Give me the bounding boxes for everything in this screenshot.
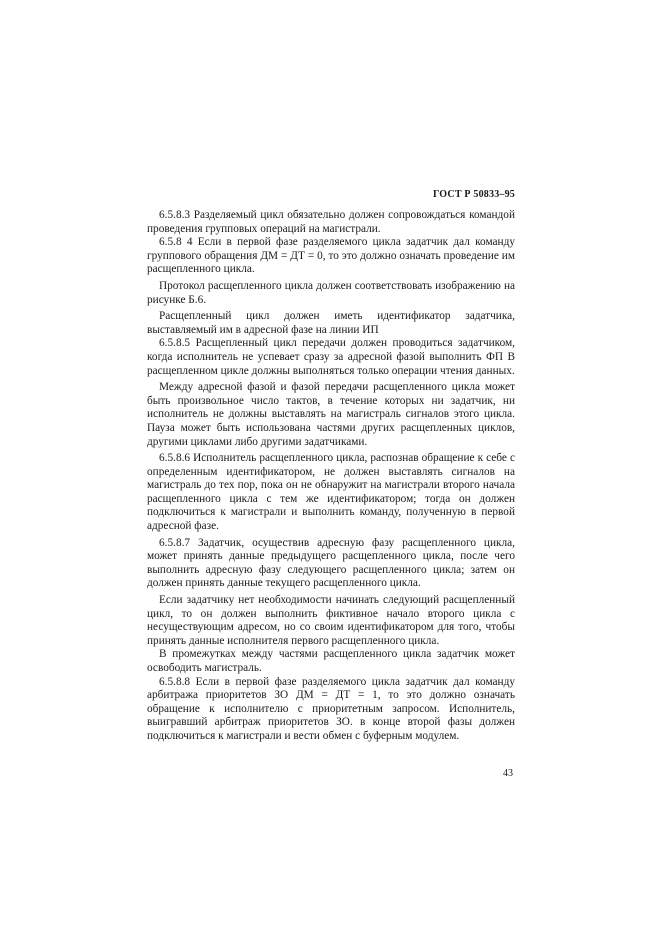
paragraph-protocol: Протокол расщепленного цикла должен соответствовать изображению на рисунке Б.6. (147, 279, 515, 306)
paragraph-pause: Между адресной фазой и фазой передачи расщепленного цикла может быть произвольное число тактов, в течение которых ни задатчик, ни исполнитель не должны выставлять на магистраль сигналов этого цикла. Пауза может быть использована частями других расщепленных циклов, другими циклами либо другими задатчиками. (147, 381, 515, 448)
paragraph-6-5-8-5: 6.5.8.5 Расщепленный цикл передачи должен проводиться задатчиком, когда исполнитель не успевает сразу за адресной фазой выполнить ФП В расщепленном цикле должны выполняться только операции чтения данных. (147, 337, 515, 377)
paragraph-6-5-8-4: 6.5.8 4 Если в первой фазе разделяемого цикла задатчик дал команду группового обращения ДМ = ДТ = 0, то это должно означать проведение им расщепленного цикла. (147, 236, 515, 276)
body-text (147, 209, 515, 744)
paragraph-6-5-8-8: 6.5.8.8 Если в первой фазе разделяемого цикла задатчик дал команду арбитража приоритетов ЗО ДМ = ДТ = 1, то это должно означать обращение к исполнителю с приоритетным запросом. Исполнитель, выигравший арбитраж приоритетов ЗО. в конце второй фазы должен подключиться к магистрали и вести обмен с буферным модулем. (147, 675, 515, 742)
page-number: 43 (503, 768, 513, 779)
paragraph-release-bus: В промежутках между частями расщепленного цикла задатчик может освободить магистраль. (147, 648, 515, 674)
paragraph-6-5-8-3: 6.5.8.3 Разделяемый цикл обязательно должен сопровождаться командой проведения групповых операций на магистрали. (147, 209, 515, 235)
paragraph-6-5-8-7: 6.5.8.7 Задатчик, осуществив адресную фазу расщепленного цикла, может принять данные предыдущего расщепленного цикла, после чего выполнить адресную фазу следующего расщепленного цикла; затем он должен принять данные текущего расщепленного цикла. (147, 536, 515, 590)
paragraph-identifier: Расщепленный цикл должен иметь идентификатор задатчика, выставляемый им в адресной фазе на линии ИП (147, 310, 515, 336)
paragraph-fictive-start: Если задатчику нет необходимости начинать следующий расщепленный цикл, то он должен выполнить фиктивное начало второго цикла с несуществующим адресом, но со своим идентификатором для того, чтобы принять данные исполнителя первого расщепленного цикла. (147, 594, 515, 647)
standard-header: ГОСТ Р 50833–95 (432, 189, 515, 200)
paragraph-6-5-8-6: 6.5.8.6 Исполнитель расщепленного цикла, распознав обращение к себе с определенным идентификатором, не должен выставлять сигналов на магистраль до тех пор, пока он не обнаружит на магистрали второго начала расщепленного цикла с тем же идентификатором; тогда он должен подключиться к магистрали и выполнить команду, полученную в первой адресной фазе. (147, 452, 515, 533)
